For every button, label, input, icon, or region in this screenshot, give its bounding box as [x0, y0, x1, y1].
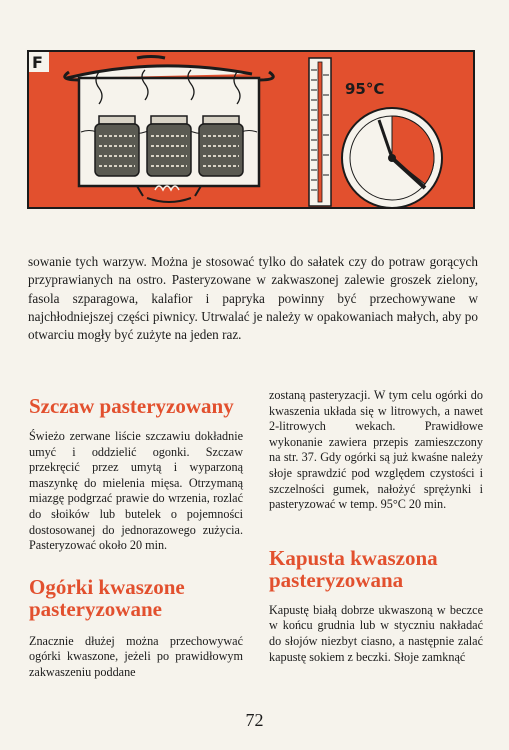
section-text: Świeżo zerwane liście szczawiu dokładnie umyć i oddzielić ogonki. Szczaw przekręcić przez umytą i wyparzoną maszynkę do mielenia mięsa. Otrzymaną miazgę podgrzać prawie do wrzenia, rozlać do słoików lub butelek o pojemności dostosowanej do jednorazowego zużycia. Pasteryzować około 20 min. [29, 429, 243, 553]
section-title: Kapusta kwaszona pasteryzowana [269, 545, 438, 592]
page-number: 72 [245, 710, 264, 730]
figure-letter-text: F [32, 53, 43, 72]
right-column [269, 388, 483, 665]
left-column [29, 388, 243, 681]
figure-letter [29, 52, 49, 72]
section-continuation-text: zostaną pasteryzacji. W tym celu ogórki do kwaszenia układa się w litrowych, a nawet 2-litrowych wekach. Prawidłowe wykonanie zawiera przepis zamieszczony na str. 37. Gdy ogórki są już kwaśne należy słoje sprawdzić pod względem czystości i szczelności gumek, nałożyć sprężynki i pasteryzować w temp. 95°C 20 min. [269, 388, 483, 512]
section-text: Kapustę białą dobrze ukwaszoną w beczce w końcu grudnia lub w styczniu nakładać do słojów niezbyt ciasno, a następnie zalać kapustę sokiem z beczki. Słoje zamknąć [269, 602, 483, 664]
thermometer-reading: 95°C [345, 80, 385, 98]
jar-icon [147, 116, 191, 176]
jar-icon [95, 116, 139, 176]
thermometer-icon [309, 58, 331, 206]
section-title: Szczaw pasteryzowany [29, 394, 234, 418]
section-title: Ogórki kwaszone pasteryzowane [29, 574, 185, 621]
intro-paragraph: sowanie tych warzyw. Można je stosować tylko do sałatek czy do potraw gorących przyprawianych na ostro. Pasteryzowane w zakwaszonej zalewie groszek zielony, fasola szparagowa, kalafior i papryka powinny być przechowywane w najchłodniejszej części piwnicy. Utrwalać je należy w opakowaniach małych, aby po otwarciu mogły być zużyte na jeden raz. [28, 254, 478, 343]
section-text: Znacznie dłużej można przechowywać ogórki kwaszone, jeżeli po prawidłowym zakwaszeniu poddane [29, 633, 243, 679]
jar-icon [199, 116, 243, 176]
clock-icon [342, 108, 442, 208]
pasteurization-illustration [27, 50, 475, 210]
